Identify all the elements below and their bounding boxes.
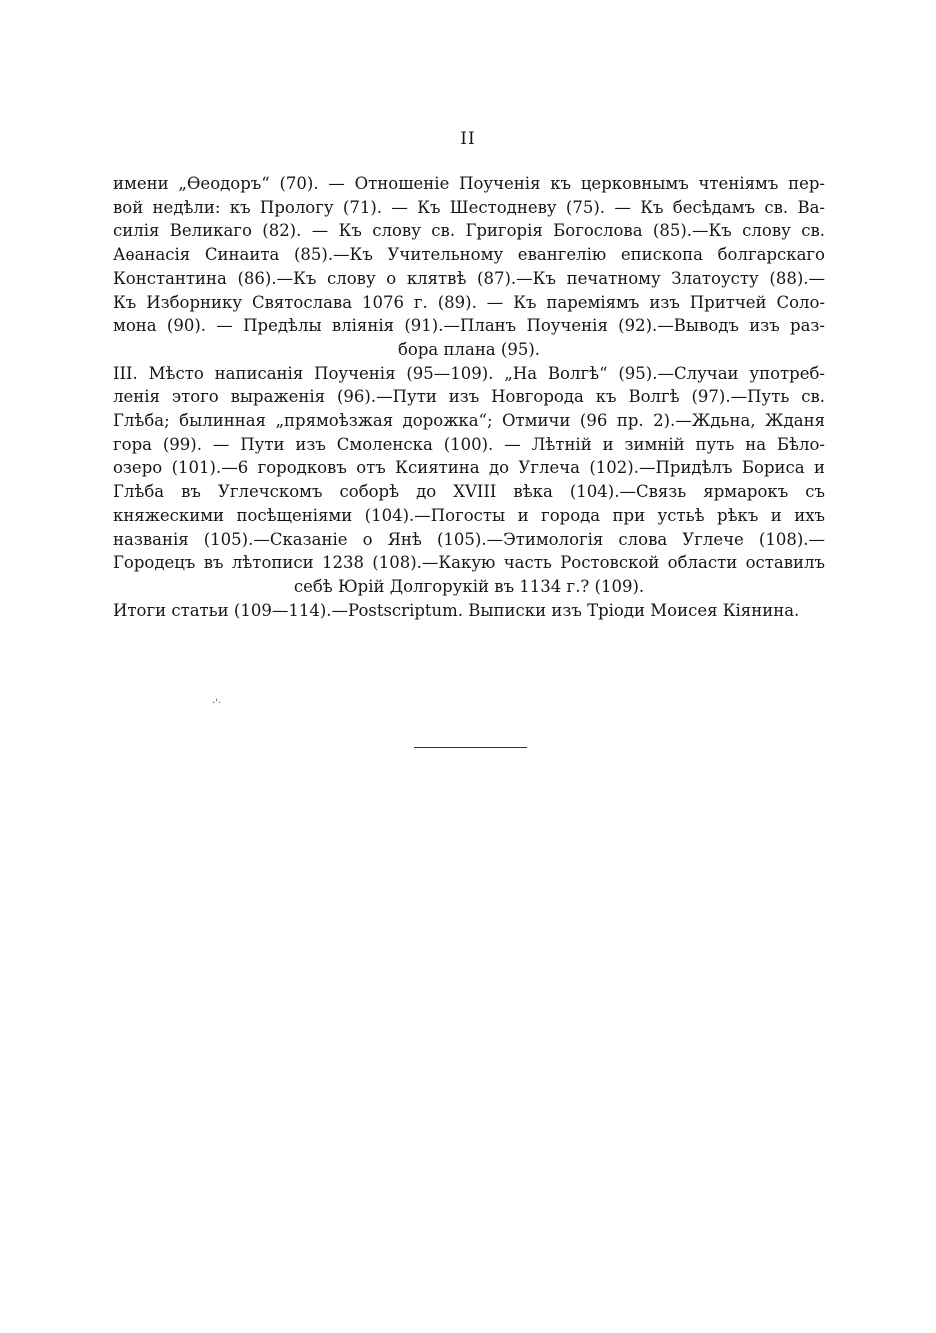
text-line: гора (99). — Пути изъ Смоленска (100). — Лѣтній и зимній путь на Бѣло-	[113, 434, 825, 454]
toc-continuation-paragraph	[113, 172, 825, 362]
text-line: мона (90). — Предѣлы вліянія (91).—Планъ Поученія (92).—Выводъ изъ раз-	[113, 316, 825, 336]
toc-section-3	[113, 362, 825, 599]
results-line: Итоги статьи (109—114).—Postscriptum. Выписки изъ Тріоди Моисея Кіянина.	[113, 600, 800, 620]
table-of-contents	[113, 172, 825, 622]
text-line: Городецъ въ лѣтописи 1238 (108).—Какую часть Ростовской области оставилъ	[113, 553, 825, 573]
toc-results	[113, 599, 825, 623]
ink-speck: ·'·	[212, 698, 222, 709]
text-line: Константина (86).—Къ слову о клятвѣ (87).—Къ печатному Златоусту (88).—	[113, 268, 825, 288]
text-line: названія (105).—Сказаніе о Янѣ (105).—Этимологія слова Углече (108).—	[113, 529, 825, 549]
text-line: Къ Изборнику Святослава 1076 г. (89). — Къ пареміямъ изъ Притчей Соло-	[113, 292, 825, 312]
text-line: силія Великаго (82). — Къ слову св. Григорія Богослова (85).—Къ слову св.	[113, 221, 825, 241]
text-line: Глѣба; былинная „прямоѣзжая дорожка“; Отмичи (96 пр. 2).—Ждьна, Жданя	[113, 411, 825, 431]
text-line: княжескими посѣщеніями (104).—Погосты и города при устьѣ рѣкъ и ихъ	[113, 505, 825, 525]
text-line: вой недѣли: къ Прологу (71). — Къ Шестодневу (75). — Къ бесѣдамъ св. Ва-	[113, 197, 825, 217]
page-number: II	[460, 129, 476, 149]
text-line: имени „Ѳеодоръ“ (70). — Отношеніе Поученія къ церковнымъ чтеніямъ пер-	[113, 174, 825, 193]
text-line-final: себѣ Юрій Долгорукій въ 1134 г.? (109).	[293, 576, 645, 596]
text-line: Глѣба въ Углечскомъ соборѣ до XVIII вѣка (104).—Связь ярмарокъ съ	[113, 482, 825, 502]
text-line-final: бора плана (95).	[397, 339, 541, 359]
closing-rule	[414, 747, 527, 748]
text-line: озеро (101).—6 городковъ отъ Ксиятина до Углеча (102).—Придѣлъ Бориса и	[113, 458, 825, 478]
text-line: Аѳанасія Синаита (85).—Къ Учительному евангелію епископа болгарскаго	[113, 245, 825, 265]
text-line: ленія этого выраженія (96).—Пути изъ Новгорода къ Волгѣ (97).—Путь св.	[113, 387, 825, 407]
section-heading-line: III. Мѣсто написанія Поученія (95—109). „На Волгѣ“ (95).—Случаи употреб-	[113, 363, 825, 383]
